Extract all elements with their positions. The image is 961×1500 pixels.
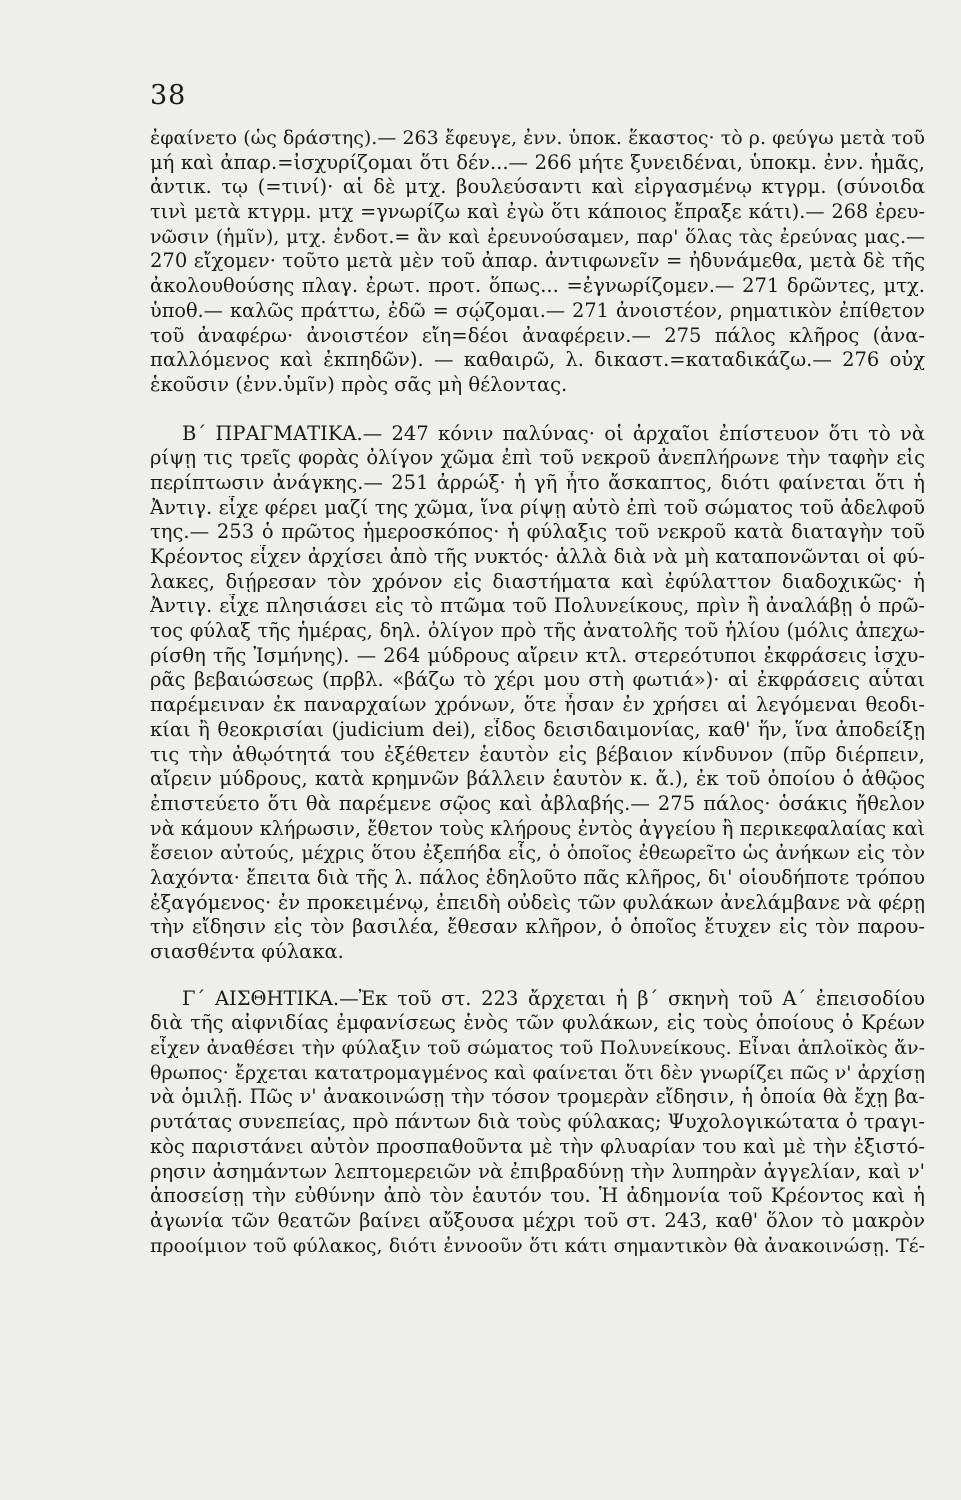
text-line: νὰ ὁμιλῇ. Πῶς ν' ἀνακοινώσῃ τὴν τόσον τρομερὰν εἴδησιν, ἡ ὁποία θὰ ἔχῃ βα-	[150, 1085, 925, 1109]
text-line: λακες, διῄρεσαν τὸν χρόνον εἰς διαστήματα καὶ ἐφύλαττον διαδοχικῶς· ἡ	[150, 569, 925, 593]
text-line: θρωπος· ἔρχεται κατατρομαγμένος καὶ φαίνεται ὅτι δὲν γνωρίζει πῶς ν' ἀρχίσῃ	[150, 1061, 925, 1084]
page-number: 38	[150, 80, 187, 111]
text-line: ἔσειον αὐτούς, μέχρις ὅτου ἐξεπήδα εἷς, ὁ ὁποῖος ἐθεωρεῖτο ὡς ἀνήκων εἰς τὸν	[150, 842, 925, 865]
text-line: νὰ κάμουν κλήρωσιν, ἔθετον τοὺς κλήρους ἐντὸς ἀγγείου ἢ περικεφαλαίας καὶ	[150, 816, 925, 840]
text-line: παρέμειναν ἐκ παναρχαίων χρόνων, ὅτε ἦσαν ἐν χρήσει αἱ λεγόμεναι θεοδι-	[150, 693, 925, 717]
text-line: Ἀντιγ. εἶχε πλησιάσει εἰς τὸ πτῶμα τοῦ Πολυνείκους, πρὶν ἢ ἀναλάβῃ ὁ πρῶ-	[150, 594, 925, 618]
text-line: ἀγωνία τῶν θεατῶν βαίνει αὔξουσα μέχρι τοῦ στ. 243, καθ' ὅλον τὸ μακρὸν	[150, 1208, 925, 1232]
text-line: τοῦ ἀναφέρω· ἀνοιστέον εἴη=δέοι ἀναφέρειν.— 275 πάλος κλῆρος (ἀνα-	[150, 323, 925, 347]
text-line: κίαι ἢ θεοκρισίαι (judicium dei), εἶδος δεισιδαιμονίας, καθ' ἥν, ἵνα ἀποδείξῃ	[150, 717, 925, 741]
text-line: ἐφαίνετο (ὡς δράστης).— 263 ἔφευγε, ἐνν. ὑποκ. ἕκαστος· τὸ ρ. φεύγω μετὰ τοῦ	[150, 127, 925, 149]
text-line: τὴν εἴδησιν εἰς τὸν βασιλέα, ἔθεσαν κλῆρον, ὁ ὁποῖος ἔτυχεν εἰς τὸν παρου-	[150, 915, 925, 939]
section-aisthitika	[150, 987, 925, 1259]
text-line: νῶσιν (ἡμῖν), μτχ. ἐνδοτ.= ἂν καὶ ἐρευνούσαμεν, παρ' ὅλας τὰς ἐρεύνας μας.—	[150, 225, 925, 248]
text-line: ἀποσείσῃ τὴν εὐθύνην ἀπὸ τὸν ἑαυτόν του. Ἡ ἀδημονία τοῦ Κρέοντος καὶ ἡ	[150, 1184, 925, 1208]
paragraph-gap	[150, 965, 925, 987]
text-line: ἐπιστεύετο ὅτι θὰ παρέμενε σῷος καὶ ἀβλαβής.— 275 πάλος· ὁσάκις ἤθελον	[150, 791, 925, 815]
text-line: εἶχεν ἀναθέσει τὴν φύλαξιν τοῦ σώματος τοῦ Πολυνείκους. Εἶναι ἁπλοϊκὸς ἄν-	[150, 1037, 925, 1060]
text-line: τινὶ μετὰ κτγρμ. μτχ =γνωρίζω καὶ ἐγὼ ὅτι κάποιος ἔπραξε κάτι).— 268 ἐρευ-	[150, 200, 925, 224]
text-line: ρίσθη τῆς Ἰσμήνης). — 264 μύδρους αἴρειν κτλ. στερεότυποι ἐκφράσεις ἰσχυ-	[150, 643, 925, 667]
text-line: ἑκοῦσιν (ἐνν.ὑμῖν) πρὸς σᾶς μὴ θέλοντας.	[150, 372, 568, 396]
text-line: ρᾶς βεβαιώσεως (πρβλ. «βάζω τὸ χέρι μου στὴ φωτιά»)· αἱ ἐκφράσεις αὗται	[150, 668, 925, 692]
text-line: ρυτάτας συνεπείας, πρὸ πάντων διὰ τοὺς φύλακας; Ψυχολογικώτατα ὁ τραγι-	[150, 1110, 925, 1134]
text-line: παλλόμενος καὶ ἐκπηδῶν). — καθαιρῶ, λ. δικαστ.=καταδικάζω.— 276 οὐχ	[150, 348, 925, 372]
page-body	[150, 126, 925, 1258]
text-line: Κρέοντος εἶχεν ἀρχίσει ἀπὸ τῆς νυκτός· ἀλλὰ διὰ νὰ μὴ καταπονῶνται οἱ φύ-	[150, 545, 925, 568]
text-line: λαχόντα· ἔπειτα διὰ τῆς λ. πάλος ἐδηλοῦτο πᾶς κλῆρος, δι' οἱουδήποτε τρόπου	[150, 865, 925, 889]
text-line: τος φύλαξ τῆς ἡμέρας, δηλ. ὀλίγον πρὸ τῆς ἀνατολῆς τοῦ ἡλίου (μόλις ἀπεχω-	[150, 619, 925, 643]
text-line: μή καὶ ἀπαρ.=ἰσχυρίζομαι ὅτι δέν...— 266 μήτε ξυνειδέναι, ὑποκμ. ἐνν. ἡμᾶς,	[150, 150, 925, 174]
text-line: προοίμιον τοῦ φύλακος, διότι ἐννοοῦν ὅτι κάτι σημαντικὸν θὰ ἀνακοινώσῃ. Τέ-	[150, 1234, 925, 1257]
paragraph-gap	[150, 398, 925, 422]
section-heading-line: Γ΄ ΑΙΣΘΗΤΙΚΑ.—Ἐκ τοῦ στ. 223 ἄρχεται ἡ β΄ σκηνὴ τοῦ Α΄ ἐπεισοδίου	[182, 986, 925, 1010]
text-line: ἀκολουθούσης πλαγ. ἐρωτ. προτ. ὅπως... =ἐγνωρίζομεν.— 271 δρῶντες, μτχ.	[150, 274, 925, 298]
text-line: ἐξαγόμενος· ἐν προκειμένῳ, ἐπειδὴ οὐδεὶς τῶν φυλάκων ἀνελάμβανε νὰ φέρῃ	[150, 890, 925, 914]
text-line: ρησιν ἀσημάντων λεπτομερειῶν νὰ ἐπιβραδύνῃ τὴν λυπηρὰν ἀγγελίαν, καὶ ν'	[150, 1159, 925, 1183]
section-pragmatika	[150, 422, 925, 965]
section-heading-line: Β΄ ΠΡΑΓΜΑΤΙΚΑ.— 247 κόνιν παλύνας· οἱ ἀρχαῖοι ἐπίστευον ὅτι τὸ νὰ	[182, 421, 925, 445]
text-line: της.— 253 ὁ πρῶτος ἡμεροσκόπος· ἡ φύλαξις τοῦ νεκροῦ κατὰ διαταγὴν τοῦ	[150, 520, 925, 544]
text-line: περίπτωσιν ἀνάγκης.— 251 ἀρρώξ· ἡ γῆ ἦτο ἄσκαπτος, διότι φαίνεται ὅτι ἡ	[150, 470, 925, 494]
text-line: σιασθέντα φύλακα.	[150, 940, 344, 963]
text-line: ὑποθ.— καλῶς πράττω, ἐδῶ = σῴζομαι.— 271 ἀνοιστέον, ρηματικὸν ἐπίθετον	[150, 298, 925, 322]
text-line: αἴρειν μύδρους, κατὰ κρημνῶν βάλλειν ἑαυτὸν κ. ἄ.), ἐκ τοῦ ὁποίου ὁ ἀθῷος	[150, 767, 925, 791]
text-line: ρίψῃ τις τρεῖς φορὰς ὀλίγον χῶμα ἐπὶ τοῦ νεκροῦ ἀνεπλήρωνε τὴν ταφὴν εἰς	[150, 446, 925, 470]
notes-block	[150, 126, 925, 398]
text-line: τις τὴν ἀθῳότητά του ἐξέθετεν ἑαυτὸν εἰς βέβαιον κίνδυνον (πῦρ διέρπειν,	[150, 742, 925, 766]
text-line: κὸς παριστάνει αὐτὸν προσπαθοῦντα μὲ τὴν φλυαρίαν του καὶ μὲ τὴν ἐξιστό-	[150, 1134, 925, 1158]
text-line: 270 εἴχομεν· τοῦτο μετὰ μὲν τοῦ ἀπαρ. ἀντιφωνεῖν = ἠδυνάμεθα, μετὰ δὲ τῆς	[150, 249, 925, 273]
text-line: Ἀντιγ. εἶχε φέρει μαζί της χῶμα, ἵνα ρίψῃ αὐτὸ ἐπὶ τοῦ σώματος τοῦ ἀδελφοῦ	[150, 495, 925, 519]
text-line: διὰ τῆς αἰφνιδίας ἐμφανίσεως ἑνὸς τῶν φυλάκων, εἰς τοὺς ὁποίους ὁ Κρέων	[150, 1011, 925, 1035]
text-line: ἀντικ. τῳ (=τινί)· αἱ δὲ μτχ. βουλεύσαντι καὶ εἰργασμένῳ κτγρμ. (σύνοιδα	[150, 175, 925, 199]
